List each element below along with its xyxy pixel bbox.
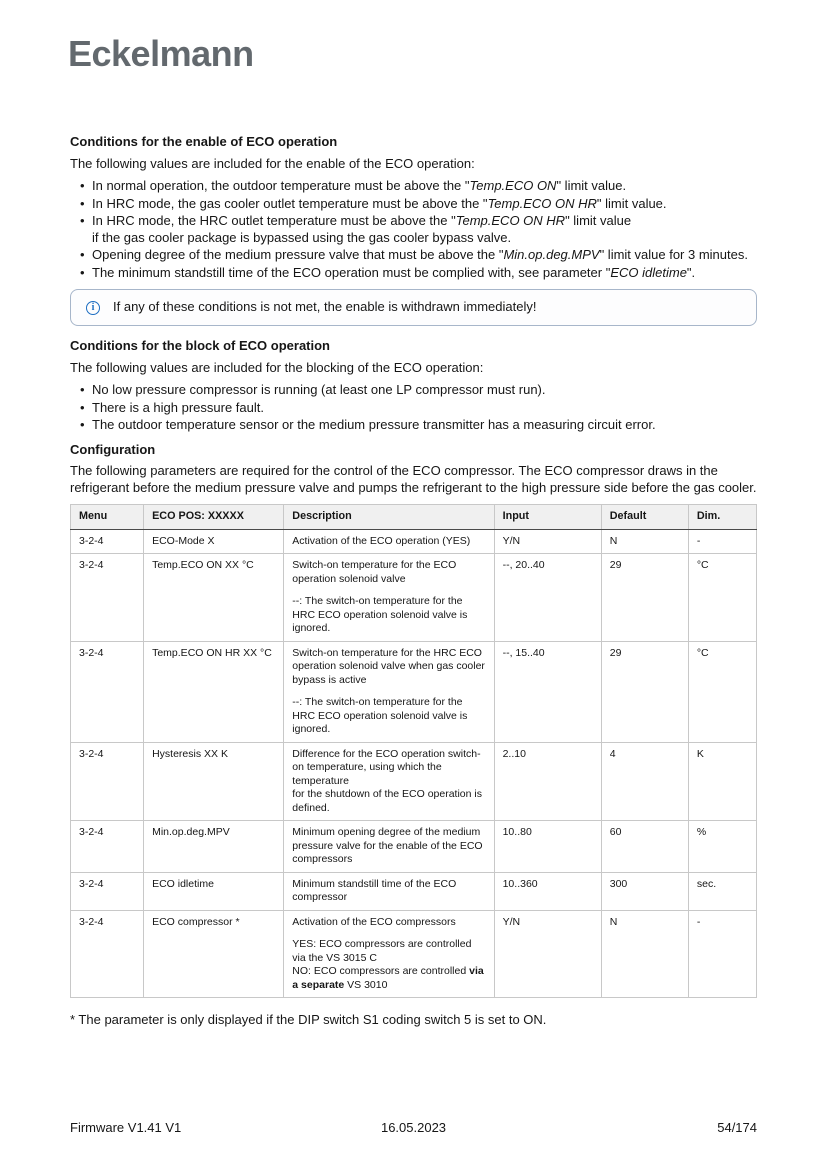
bullet-item [70, 265, 757, 282]
cell-input: --, 15..40 [494, 641, 601, 742]
table-row [71, 529, 757, 554]
bullet-item [70, 196, 757, 213]
cell-default: N [601, 910, 688, 998]
text-segment: No low pressure compressor is running (at least one LP compressor must run). [92, 382, 546, 397]
text-segment: Minimum standstill time of the ECO compressor [292, 877, 457, 903]
cell-default: 4 [601, 742, 688, 821]
text-segment: YES: ECO compressors are controlled via the VS 3015 C [292, 938, 472, 964]
cell-menu: 3-2-4 [71, 910, 144, 998]
heading-configuration: Configuration [70, 441, 156, 457]
cell-description [284, 910, 494, 998]
text-segment: if the gas cooler package is bypassed using the gas cooler bypass valve. [92, 229, 512, 245]
text-segment: " limit value. [556, 178, 627, 193]
parameter-table [70, 504, 757, 998]
cell-menu: 3-2-4 [71, 554, 144, 642]
text-segment: Opening degree of the medium pressure valve that must be above the " [92, 247, 504, 262]
cell-default: 29 [601, 641, 688, 742]
cell-default: 300 [601, 872, 688, 910]
table-footnote: * The parameter is only displayed if the DIP switch S1 coding switch 5 is set to ON. [70, 1012, 547, 1027]
text-segment: There is a high pressure fault. [92, 399, 264, 415]
description-paragraph [292, 826, 485, 867]
block-intro-text: The following values are included for the blocking of the ECO operation: [70, 359, 484, 375]
text-segment: Minimum opening degree of the medium pressure valve for the enable of the ECO compressors [292, 826, 483, 865]
cell-description [284, 742, 494, 821]
footer-firmware-version: Firmware V1.41 V1 [70, 1120, 182, 1135]
text-segment: Switch-on temperature for the HRC ECO operation solenoid valve when gas cooler bypass is active [292, 646, 485, 686]
bullet-item [70, 382, 757, 399]
column-header: Description [284, 505, 494, 530]
text-segment: Temp.ECO ON [469, 178, 557, 193]
page-content [70, 134, 757, 1042]
table-row [71, 554, 757, 642]
cell-param: ECO-Mode X [144, 529, 284, 554]
description-paragraph [292, 748, 485, 816]
cell-default: N [601, 529, 688, 554]
column-header: Input [494, 505, 601, 530]
text-segment: The minimum standstill time of the ECO operation must be complied with, see parameter " [92, 264, 611, 280]
enable-bullet-list [70, 178, 757, 281]
footer-date: 16.05.2023 [380, 1120, 447, 1135]
text-segment: NO: ECO compressors are controlled [292, 965, 470, 977]
text-segment: Activation of the ECO compressors [292, 915, 456, 928]
text-segment: ". [686, 264, 696, 280]
column-header: ECO POS: XXXXX [144, 505, 284, 530]
cell-description [284, 872, 494, 910]
cell-dim: K [688, 742, 756, 821]
cell-dim: % [688, 821, 756, 873]
text-segment: " limit value [565, 213, 632, 228]
bullet-item [70, 213, 757, 246]
cell-default: 29 [601, 554, 688, 642]
cell-param: Temp.ECO ON XX °C [144, 554, 284, 642]
text-segment: " limit value for 3 minutes. [599, 247, 748, 262]
table-body [71, 529, 757, 998]
table-row [71, 821, 757, 873]
info-note-text: If any of these conditions is not met, the enable is withdrawn immediately! [113, 299, 537, 315]
cell-dim: sec. [688, 872, 756, 910]
text-segment: ECO idletime [610, 264, 687, 280]
description-paragraph [292, 878, 485, 905]
cell-description [284, 529, 494, 554]
enable-intro-text: The following values are included for the enable of the ECO operation: [70, 155, 475, 171]
text-segment: --: The switch-on temperature for the HRC ECO operation solenoid valve is ignored. [292, 595, 468, 634]
text-segment: Switch-on temperature for the ECO operation solenoid valve [292, 559, 457, 585]
cell-input: Y/N [494, 529, 601, 554]
bullet-item [70, 417, 757, 434]
info-icon: i [86, 301, 100, 315]
cell-input: 2..10 [494, 742, 601, 821]
description-paragraph [292, 916, 485, 930]
table-row [71, 910, 757, 998]
text-segment: VS 3010 [344, 978, 388, 991]
text-segment: The outdoor temperature sensor or the medium pressure transmitter has a measuring circuit error. [92, 417, 656, 432]
description-paragraph [292, 938, 485, 992]
cell-menu: 3-2-4 [71, 529, 144, 554]
text-segment: In normal operation, the outdoor temperature must be above the " [92, 178, 470, 193]
column-header: Menu [71, 505, 144, 530]
block-bullet-list [70, 382, 757, 434]
cell-dim: °C [688, 641, 756, 742]
description-paragraph [292, 696, 485, 737]
column-header: Default [601, 505, 688, 530]
cell-menu: 3-2-4 [71, 872, 144, 910]
cell-input: --, 20..40 [494, 554, 601, 642]
cell-menu: 3-2-4 [71, 641, 144, 742]
description-paragraph [292, 595, 485, 636]
configuration-intro-text: The following parameters are required for the control of the ECO compressor. The ECO compressor draws in the refrigerant before the medium pressure valve and pumps the refrigerant to the high pressure side before the gas cooler. [70, 463, 757, 495]
cell-dim: - [688, 529, 756, 554]
footer-page-number: 54/174 [717, 1120, 757, 1135]
cell-param: ECO compressor * [144, 910, 284, 998]
cell-input: 10..360 [494, 872, 601, 910]
text-segment: In HRC mode, the gas cooler outlet temperature must be above the " [92, 195, 488, 211]
cell-param: ECO idletime [144, 872, 284, 910]
column-header: Dim. [688, 505, 756, 530]
bullet-item [70, 247, 757, 264]
info-note-box [70, 289, 757, 326]
cell-param: Min.op.deg.MPV [144, 821, 284, 873]
cell-description [284, 641, 494, 742]
cell-default: 60 [601, 821, 688, 873]
cell-dim: - [688, 910, 756, 998]
cell-dim: °C [688, 554, 756, 642]
heading-block-conditions: Conditions for the block of ECO operation [70, 338, 330, 353]
text-segment: Temp.ECO ON HR [487, 195, 597, 211]
cell-param: Hysteresis XX K [144, 742, 284, 821]
text-segment: " limit value. [596, 195, 667, 211]
description-paragraph [292, 647, 485, 688]
description-paragraph [292, 535, 485, 549]
table-row [71, 872, 757, 910]
text-segment: --: The switch-on temperature for the HRC ECO operation solenoid valve is ignored. [292, 696, 468, 735]
cell-description [284, 821, 494, 873]
text-segment: Difference for the ECO operation switch-on temperature, using which the temperature [292, 747, 481, 787]
cell-input: 10..80 [494, 821, 601, 873]
bullet-item [70, 178, 757, 195]
text-segment: In HRC mode, the HRC outlet temperature must be above the " [92, 213, 456, 228]
text-segment: for the shutdown of the ECO operation is defined. [292, 788, 482, 814]
text-segment: Activation of the ECO operation (YES) [292, 534, 471, 547]
table-row [71, 742, 757, 821]
bullet-item [70, 400, 757, 417]
cell-menu: 3-2-4 [71, 742, 144, 821]
description-paragraph [292, 559, 485, 586]
text-segment: Min.op.deg.MPV [503, 247, 600, 262]
table-header-row [71, 505, 757, 530]
eckelmann-logo: Eckelmann [68, 33, 254, 74]
heading-enable-conditions: Conditions for the enable of ECO operation [70, 134, 338, 149]
cell-menu: 3-2-4 [71, 821, 144, 873]
text-segment: Temp.ECO ON HR [455, 213, 566, 228]
cell-description [284, 554, 494, 642]
text-segment: via a separate [292, 965, 484, 991]
cell-input: Y/N [494, 910, 601, 998]
table-row [71, 641, 757, 742]
cell-param: Temp.ECO ON HR XX °C [144, 641, 284, 742]
